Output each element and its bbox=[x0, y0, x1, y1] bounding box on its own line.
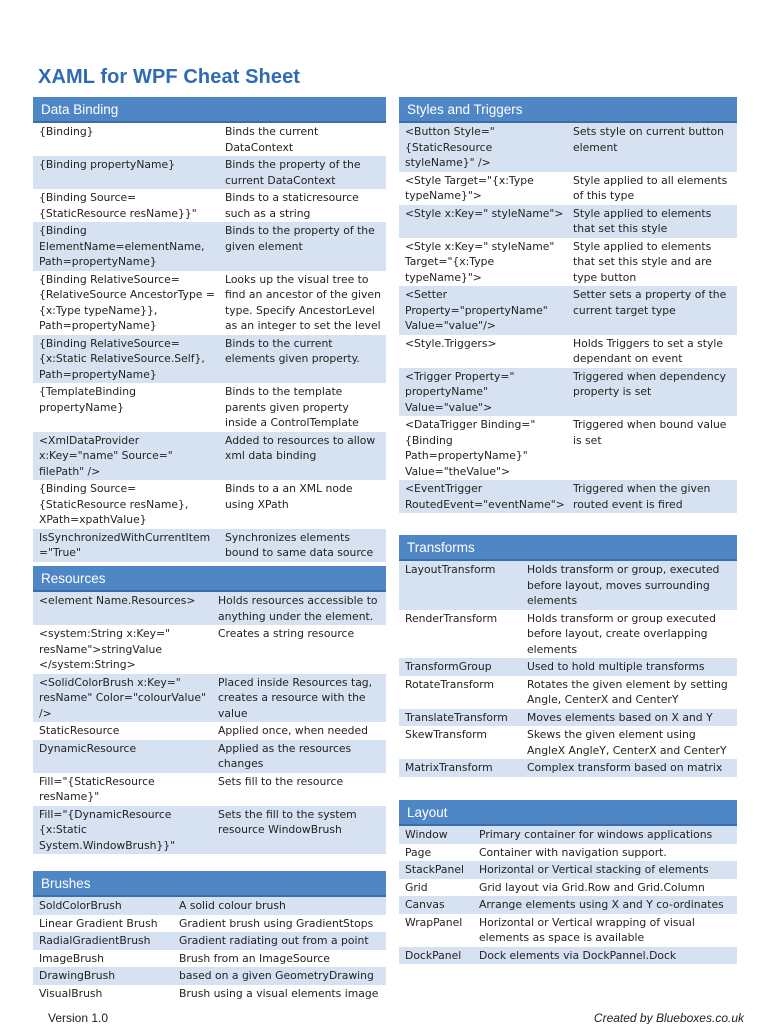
section-rows bbox=[33, 897, 386, 1002]
row-term: TranslateTransform bbox=[405, 710, 508, 724]
row-description: Holds transform or group, executed before layout, moves surrounding elements bbox=[527, 563, 720, 607]
row-description: Triggered when dependency property is set bbox=[573, 369, 727, 398]
section-rows bbox=[399, 123, 737, 513]
row-term: {Binding Source={StaticResource resName}, XPath=xpathValue} bbox=[39, 482, 189, 526]
row-description: Holds Triggers to set a style dependant on event bbox=[573, 336, 724, 365]
row-term: Page bbox=[405, 845, 432, 859]
row-term: RenderTransform bbox=[405, 611, 498, 625]
row-description: Primary container for windows applications bbox=[479, 828, 713, 841]
table-row bbox=[399, 368, 737, 417]
table-row bbox=[33, 985, 386, 1003]
row-description: Triggered when bound value is set bbox=[573, 418, 727, 447]
transforms-section bbox=[399, 535, 737, 777]
brushes-section bbox=[33, 871, 386, 1002]
table-row bbox=[399, 205, 737, 238]
row-term: StackPanel bbox=[405, 863, 465, 876]
table-row bbox=[399, 759, 737, 777]
section-heading: Transforms bbox=[399, 535, 737, 561]
table-row bbox=[33, 915, 386, 933]
row-description: Holds transform or group executed before layout, create overlapping elements bbox=[527, 611, 716, 656]
section-heading: Brushes bbox=[33, 871, 386, 897]
row-description: Style applied to elements that set this style and are type button bbox=[573, 239, 712, 284]
table-row bbox=[33, 335, 386, 384]
row-description: Style applied to elements that set this style bbox=[573, 206, 712, 235]
row-description: based on a given GeometryDrawing bbox=[179, 969, 374, 982]
row-description: Synchronizes elements bound to same data source bbox=[225, 530, 374, 559]
section-heading: Styles and Triggers bbox=[399, 97, 737, 123]
row-description: Applied once, when needed bbox=[218, 724, 368, 737]
row-term: {Binding propertyName} bbox=[39, 158, 176, 171]
row-description: Creates a string resource bbox=[218, 627, 355, 640]
section-rows bbox=[33, 123, 386, 562]
row-description: Sets style on current button element bbox=[573, 125, 724, 154]
row-term: <SolidColorBrush x:Key=" resName" Color="colourValue" /> bbox=[39, 675, 206, 720]
row-term: {Binding RelativeSource={x:Static RelativeSource.Self}, Path=propertyName} bbox=[39, 336, 205, 381]
table-row bbox=[33, 592, 386, 625]
row-description: Binds the current DataContext bbox=[225, 125, 319, 154]
table-row bbox=[399, 726, 737, 759]
row-term: LayoutTransform bbox=[405, 563, 496, 576]
table-row bbox=[399, 286, 737, 335]
row-description: Moves elements based on X and Y bbox=[527, 710, 713, 724]
row-description: Binds to the current elements given property. bbox=[225, 336, 360, 365]
section-rows bbox=[399, 561, 737, 777]
table-row bbox=[399, 896, 737, 914]
row-description: Sets fill to the resource bbox=[218, 774, 344, 788]
section-rows bbox=[399, 826, 737, 964]
row-description: Brush using a visual elements image bbox=[179, 986, 379, 1000]
row-term: TransformGroup bbox=[405, 660, 492, 673]
table-row bbox=[399, 844, 737, 862]
table-row bbox=[399, 480, 737, 513]
row-term: Linear Gradient Brush bbox=[39, 916, 158, 930]
section-heading: Resources bbox=[33, 566, 386, 592]
table-row bbox=[399, 123, 737, 172]
table-row bbox=[399, 238, 737, 287]
table-row bbox=[33, 806, 386, 855]
row-description: Binds to the property of the given element bbox=[225, 224, 375, 253]
table-row bbox=[33, 932, 386, 950]
table-row bbox=[399, 335, 737, 368]
section-heading: Layout bbox=[399, 800, 737, 826]
row-term: {Binding Source={StaticResource resName}}" bbox=[39, 191, 197, 220]
table-row bbox=[399, 861, 737, 879]
table-row bbox=[33, 123, 386, 156]
row-term: IsSynchronizedWithCurrentItem ="True" bbox=[39, 530, 211, 559]
layout-section bbox=[399, 800, 737, 964]
row-term: Window bbox=[405, 828, 448, 841]
table-row bbox=[399, 676, 737, 709]
row-description: Skews the given element using AngleX AngleY, CenterX and CenterY bbox=[527, 728, 727, 757]
row-term: <Trigger Property=" propertyName" Value="value"> bbox=[405, 369, 515, 414]
row-term: {Binding RelativeSource={RelativeSource AncestorType ={x:Type typeName}}, Path=propertyName} bbox=[39, 272, 215, 332]
row-term: Canvas bbox=[405, 898, 445, 911]
styles-triggers-section bbox=[399, 97, 737, 513]
section-heading: Data Binding bbox=[33, 97, 386, 123]
row-description: Grid layout via Grid.Row and Grid.Column bbox=[479, 880, 705, 894]
table-row bbox=[399, 914, 737, 947]
row-term: <Style x:Key=" styleName"> bbox=[405, 206, 564, 220]
row-description: Dock elements via DockPannel.Dock bbox=[479, 948, 677, 962]
table-row bbox=[33, 722, 386, 740]
table-row bbox=[399, 947, 737, 965]
row-term: <XmlDataProvider x:Key="name" Source=" filePath" /> bbox=[39, 433, 173, 478]
page-title: XAML for WPF Cheat Sheet bbox=[38, 66, 301, 88]
row-term: <Style.Triggers> bbox=[405, 336, 497, 350]
table-row bbox=[33, 480, 386, 529]
table-row bbox=[399, 826, 737, 844]
row-term: SkewTransform bbox=[405, 728, 487, 741]
table-row bbox=[33, 950, 386, 968]
table-row bbox=[33, 897, 386, 915]
row-term: <element Name.Resources> bbox=[39, 594, 196, 607]
table-row bbox=[399, 416, 737, 480]
row-term: RotateTransform bbox=[405, 677, 495, 691]
row-term: <DataTrigger Binding="{Binding Path=propertyName}" Value="theValue"> bbox=[405, 418, 536, 478]
row-description: Applied as the resources changes bbox=[218, 741, 352, 770]
row-term: DynamicResource bbox=[39, 741, 137, 755]
row-description: Container with navigation support. bbox=[479, 845, 667, 859]
row-description: Used to hold multiple transforms bbox=[527, 660, 705, 673]
row-term: VisualBrush bbox=[39, 986, 103, 1000]
row-description: Added to resources to allow xml data binding bbox=[225, 433, 376, 462]
row-description: Horizontal or Vertical wrapping of visual elements as space is available bbox=[479, 915, 695, 944]
row-description: Sets the fill to the system resource WindowBrush bbox=[218, 807, 357, 836]
table-row bbox=[33, 967, 386, 985]
row-term: MatrixTransform bbox=[405, 761, 493, 774]
table-row bbox=[33, 674, 386, 723]
row-term: SoldColorBrush bbox=[39, 899, 122, 912]
row-description: Binds to a an XML node using XPath bbox=[225, 482, 353, 511]
row-term: RadialGradientBrush bbox=[39, 934, 151, 947]
table-row bbox=[399, 879, 737, 897]
table-row bbox=[33, 156, 386, 189]
row-description: Looks up the visual tree to find an ancestor of the given type. Specify AncestorLevel as an integer to set the level bbox=[225, 272, 381, 332]
row-term: {TemplateBinding propertyName} bbox=[39, 385, 136, 414]
row-description: Rotates the given element by setting Angle, CenterX and CenterY bbox=[527, 677, 728, 706]
row-term: StaticResource bbox=[39, 724, 120, 737]
table-row bbox=[399, 709, 737, 727]
table-row bbox=[33, 529, 386, 562]
row-description: Gradient brush using GradientStops bbox=[179, 916, 374, 930]
credit-label: Created by Blueboxes.co.uk bbox=[593, 1011, 744, 1024]
section-rows bbox=[33, 592, 386, 854]
row-description: Triggered when the given routed event is fired bbox=[573, 482, 711, 511]
row-description: Arrange elements using X and Y co-ordinates bbox=[479, 898, 724, 911]
row-description: Brush from an ImageSource bbox=[179, 951, 330, 965]
row-description: Style applied to all elements of this type bbox=[573, 173, 728, 202]
row-term: {Binding} bbox=[39, 125, 94, 138]
row-description: Binds to the template parents given property inside a ControlTemplate bbox=[225, 385, 359, 429]
row-term: DockPanel bbox=[405, 948, 462, 962]
row-term: <system:String x:Key=" resName">stringValue </system:String> bbox=[39, 627, 170, 671]
table-row bbox=[33, 773, 386, 806]
table-row bbox=[399, 561, 737, 610]
row-description: Binds the property of the current DataContext bbox=[225, 158, 361, 187]
row-description: Horizontal or Vertical stacking of elements bbox=[479, 863, 709, 876]
table-row bbox=[399, 658, 737, 676]
row-description: A solid colour brush bbox=[179, 899, 286, 912]
table-row bbox=[33, 740, 386, 773]
table-row bbox=[33, 432, 386, 481]
table-row bbox=[399, 610, 737, 659]
row-term: ImageBrush bbox=[39, 951, 104, 965]
row-description: Binds to a staticresource such as a string bbox=[225, 191, 359, 220]
row-term: <Style Target="{x:Type typeName}"> bbox=[405, 173, 534, 202]
row-term: <EventTrigger RoutedEvent="eventName"> bbox=[405, 482, 565, 511]
row-term: Fill="{DynamicResource {x:Static System.WindowBrush}}" bbox=[39, 807, 176, 852]
row-term: Grid bbox=[405, 880, 428, 894]
row-term: {Binding ElementName=elementName, Path=propertyName} bbox=[39, 224, 205, 268]
table-row bbox=[33, 222, 386, 271]
row-term: <Style x:Key=" styleName" Target="{x:Type typeName}"> bbox=[405, 239, 555, 284]
row-description: Complex transform based on matrix bbox=[527, 761, 723, 774]
table-row bbox=[399, 172, 737, 205]
resources-section bbox=[33, 566, 386, 854]
row-term: DrawingBrush bbox=[39, 969, 116, 982]
table-row bbox=[33, 189, 386, 222]
table-row bbox=[33, 625, 386, 674]
row-term: <Button Style="{StaticResource styleName}" /> bbox=[405, 125, 495, 169]
row-description: Holds resources accessible to anything under the element. bbox=[218, 594, 378, 623]
data-binding-section bbox=[33, 97, 386, 562]
row-term: WrapPanel bbox=[405, 915, 463, 929]
row-description: Gradient radiating out from a point bbox=[179, 934, 369, 947]
table-row bbox=[33, 383, 386, 432]
table-row bbox=[33, 271, 386, 335]
row-description: Setter sets a property of the current target type bbox=[573, 288, 727, 317]
row-description: Placed inside Resources tag, creates a resource with the value bbox=[218, 675, 373, 720]
version-label: Version 1.0 bbox=[48, 1011, 109, 1024]
row-term: <Setter Property="propertyName" Value="value"/> bbox=[405, 288, 548, 332]
row-term: Fill="{StaticResource resName}" bbox=[39, 774, 155, 803]
